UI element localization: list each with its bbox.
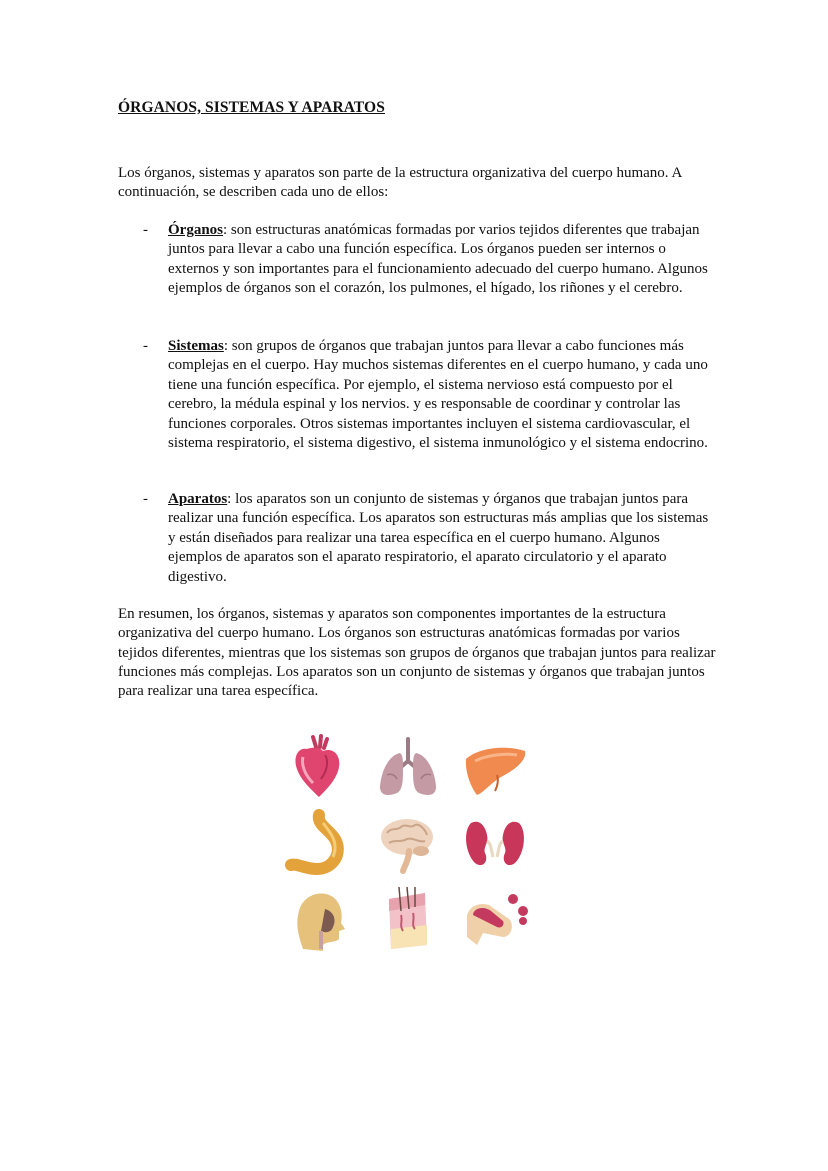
- liver-icon: [461, 737, 531, 807]
- list-marker: -: [143, 338, 148, 354]
- definition-aparatos: : los aparatos son un conjunto de sistemas y órganos que trabajan juntos para realizar una función específica. Los aparatos son estructuras más amplias que los sistemas y están diseñados para realizar una tarea específica en el cuerpo humano. Algunos ejemplos de aparatos son el aparato respiratorio, el aparato circulatorio y el aparato digestivo.: [168, 491, 709, 585]
- list-marker: -: [143, 222, 148, 238]
- heart-icon: [285, 733, 355, 803]
- term-aparatos: Aparatos: [168, 491, 228, 507]
- term-sistemas: Sistemas: [168, 338, 224, 354]
- definition-organos: : son estructuras anatómicas formadas por varios tejidos diferentes que trabajan juntos para llevar a cabo una función específica. Los órganos pueden ser internos o externos y son importantes para el funcionamiento adecuado del cuerpo humano. Algunos ejemplos de órganos son el corazón, los pulmones, el hígado, los riñones y el cerebro.: [168, 222, 708, 297]
- stomach-icon: [285, 809, 355, 879]
- reproductive-organ-icon: [459, 885, 529, 955]
- brain-icon: [373, 809, 443, 879]
- head-anatomy-icon: [285, 885, 355, 955]
- definition-sistemas: : son grupos de órganos que trabajan juntos para llevar a cabo funciones más complejas en el cuerpo. Hay muchos sistemas diferentes en el cuerpo humano, y cada uno tiene una función específica. Por ejemplo, el sistema nervioso está compuesto por el cerebro, la médula espinal y los nervios. y es responsable de coordinar y controlar las funciones corporales. Otros sistemas importantes incluyen el sistema cardiovascular, el sistema respiratorio, el sistema digestivo, el sistema inmunológico y el sistema endocrino.: [168, 338, 708, 452]
- term-organos: Órganos: [168, 222, 224, 238]
- page-title: ÓRGANOS, SISTEMAS Y APARATOS: [118, 99, 385, 116]
- list-marker: -: [143, 491, 148, 507]
- summary-paragraph: En resumen, los órganos, sistemas y aparatos son componentes importantes de la estructura organizativa del cuerpo humano. Los órganos son estructuras anatómicas formadas por varios tejidos diferentes, mientras que los sistemas son grupos de órganos que trabajan juntos para realizar funciones más complejas. Los aparatos son un conjunto de sistemas y órganos que trabajan juntos para realizar una tarea específica.: [118, 606, 716, 700]
- skin-layers-icon: [373, 885, 443, 955]
- organs-illustration: [285, 733, 545, 958]
- intro-paragraph: Los órganos, sistemas y aparatos son parte de la estructura organizativa del cuerpo humano. A continuación, se describen cada uno de ellos:: [118, 165, 682, 201]
- lungs-icon: [373, 735, 443, 805]
- kidneys-icon: [461, 809, 531, 879]
